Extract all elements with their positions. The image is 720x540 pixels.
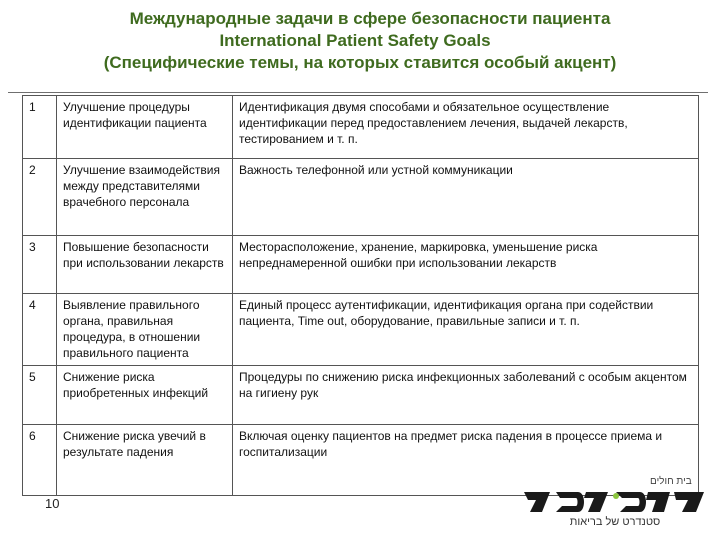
goals-table: [22, 95, 699, 496]
table-row: [23, 236, 699, 294]
goal-description: Месторасположение, хранение, маркировка, уменьшение риска непреднамеренной ошибки при использовании лекарств: [233, 236, 699, 294]
hospital-logo-icon: [520, 488, 710, 516]
goal-topic: Снижение риска увечий в результате падения: [57, 425, 233, 496]
logo-tagline: סטנדרט של בריאות: [569, 516, 661, 528]
goal-number: 5: [23, 366, 57, 425]
goal-topic: Улучшение процедуры идентификации пациента: [57, 96, 233, 159]
goal-number: 1: [23, 96, 57, 159]
table-row: [23, 425, 699, 496]
table-row: [23, 96, 699, 159]
title-line-english: International Patient Safety Goals: [219, 31, 491, 50]
table-row: [23, 159, 699, 236]
goal-description: Единый процесс аутентификации, идентификация органа при содействии пациента, Time out, оборудование, правильные записи и т. п.: [233, 294, 699, 366]
goal-number: 2: [23, 159, 57, 236]
page-title: [0, 8, 720, 74]
goal-topic: Снижение риска приобретенных инфекций: [57, 366, 233, 425]
goal-description: Включая оценку пациентов на предмет риска падения в процессе приема и госпитализации: [233, 425, 699, 496]
table-row: [23, 366, 699, 425]
header-divider: [8, 92, 708, 93]
title-line-russian: Международные задачи в сфере безопасности пациента: [129, 9, 611, 28]
goal-topic: Выявление правильного органа, правильная процедура, в отношении правильного пациента: [57, 294, 233, 366]
goal-number: 3: [23, 236, 57, 294]
goal-number: 6: [23, 425, 57, 496]
goal-description: Важность телефонной или устной коммуникации: [233, 159, 699, 236]
logo-subtitle: בית חולים: [650, 476, 692, 487]
goal-description: Идентификация двумя способами и обязательное осуществление идентификации перед предоставлением лечения, выдачей лекарств, тестированием и т. п.: [233, 96, 699, 159]
goal-number: 4: [23, 294, 57, 366]
title-line-subtitle: (Специфические темы, на которых ставится особый акцент): [103, 53, 617, 72]
goal-description: Процедуры по снижению риска инфекционных заболеваний с особым акцентом на гигиену рук: [233, 366, 699, 425]
page-number: 10: [45, 496, 60, 511]
table-row: [23, 294, 699, 366]
goal-topic: Повышение безопасности при использовании лекарств: [57, 236, 233, 294]
goal-topic: Улучшение взаимодействия между представителями врачебного персонала: [57, 159, 233, 236]
